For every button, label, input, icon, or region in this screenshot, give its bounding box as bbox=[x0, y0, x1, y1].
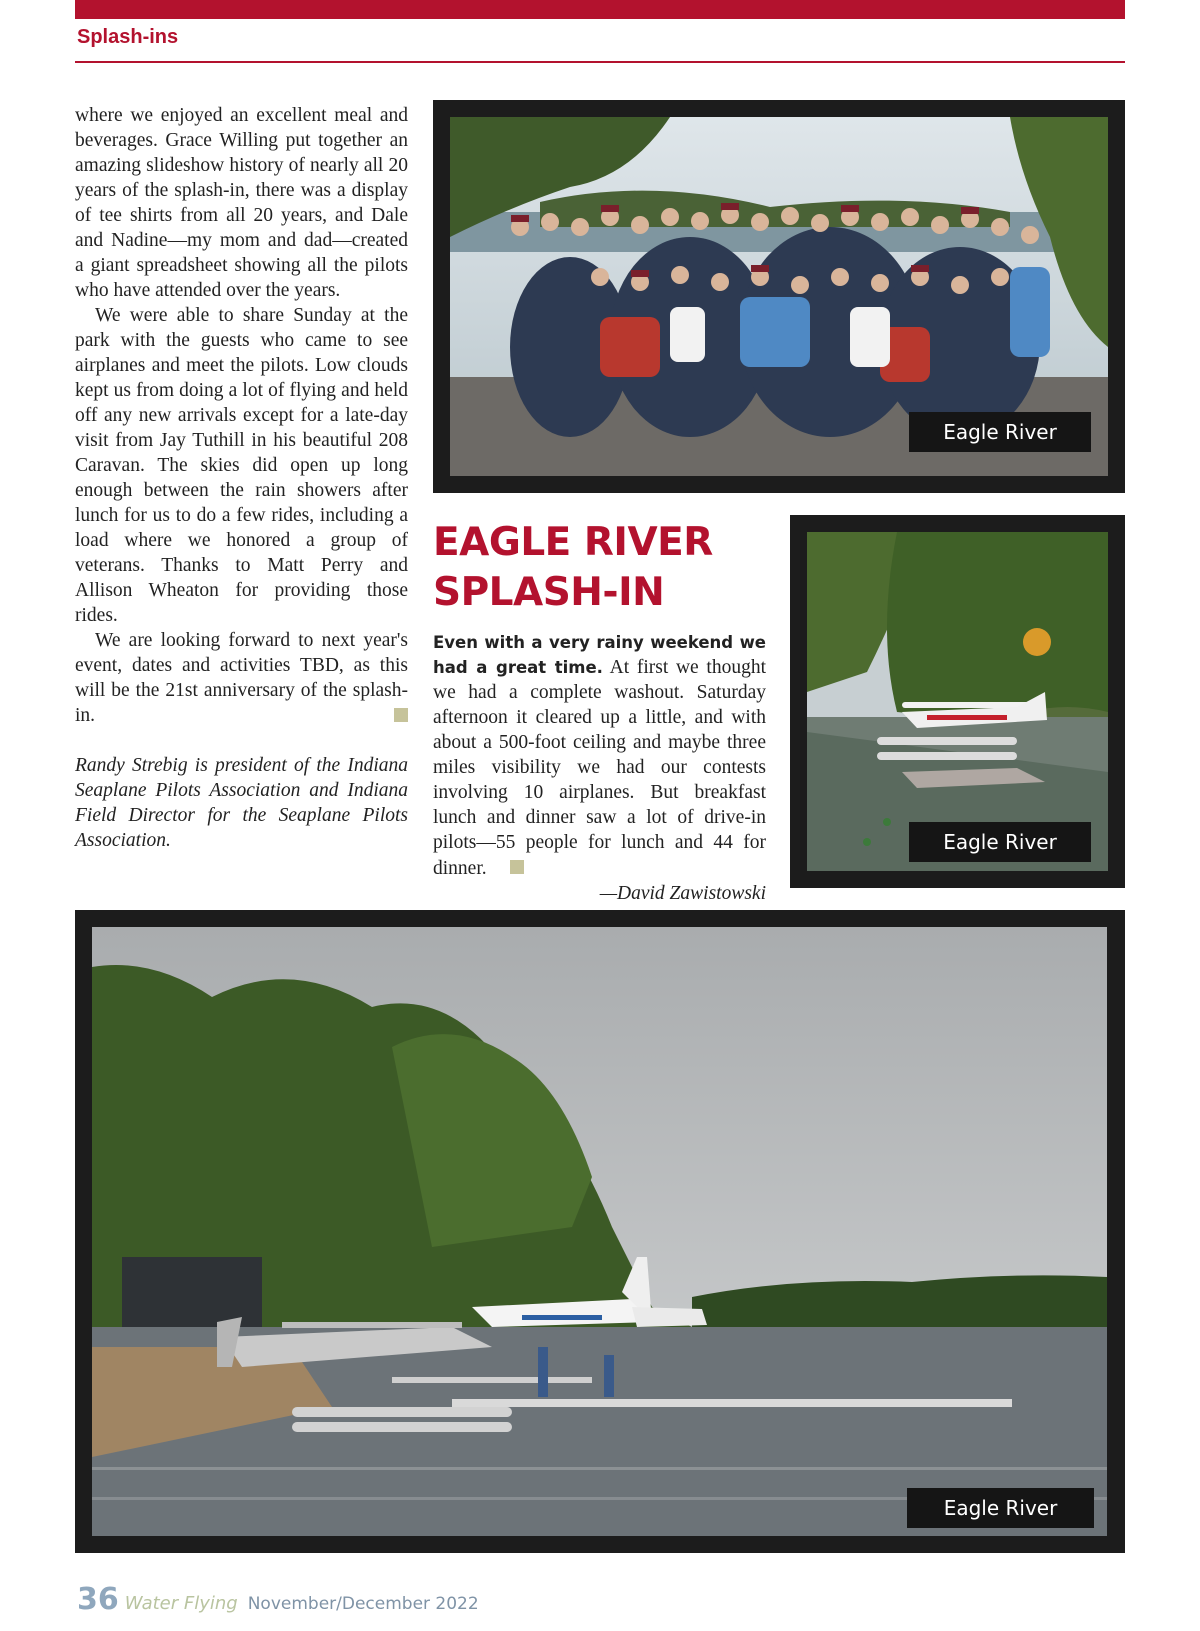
section-label: Splash-ins bbox=[77, 26, 179, 48]
issue-date: November/December 2022 bbox=[247, 1594, 479, 1614]
headline-line: SPLASH-IN bbox=[433, 570, 665, 615]
paragraph: where we enjoyed an excellent meal and beverages. Grace Willing put together an amazing slideshow history of nearly all 20 years of the splash-in, there was a display of tee shirts from all 20 years, and Dale and Nadine—my mom and dad—created a giant spreadsheet showing all the pilots who have attended over the years. bbox=[75, 105, 408, 301]
photo-caption: Eagle River bbox=[909, 822, 1091, 862]
headline-line: EAGLE RIVER bbox=[433, 520, 713, 565]
header-rule bbox=[75, 61, 1125, 63]
lead-text: Even with a very rainy weekend we had a great time. bbox=[433, 633, 766, 677]
page-number: 36 bbox=[77, 1582, 119, 1617]
end-mark-icon bbox=[394, 708, 408, 722]
paragraph: We were able to share Sunday at the park with the guests who came to see airplanes and meet the pilots. Low clouds kept us from doing a lot of flying and held off any new arrivals except for a late-day visit from Jay Tuthill in his beautiful 208 Caravan. The skies did open up long enough between the rain showers after lunch for us to do a few rides, including a load where we honored a group of veterans. Thanks to Matt Perry and Allison Wheaton for providing those rides. bbox=[75, 305, 408, 626]
paragraph-text: We are looking forward to next year's event, dates and activities TBD, as this will be the 21st anniversary of the splash-in. bbox=[75, 630, 408, 726]
body-text: At first we thought we had a complete washout. Saturday afternoon it cleared up a little, and with about a 500-foot ceiling and maybe three miles visibility we had our contests involving 10 airplanes. But breakfast lunch and dinner saw a lot of drive-in pilots—55 people for lunch and 44 for dinner. bbox=[433, 657, 766, 879]
left-column bbox=[75, 103, 408, 853]
author-bio: Randy Strebig is president of the Indiana Seaplane Pilots Association and Indiana Field Director for the Seaplane Pilots Association. bbox=[75, 755, 408, 851]
plane-photo bbox=[807, 532, 1108, 871]
photo-caption: Eagle River bbox=[909, 412, 1091, 452]
article-headline bbox=[433, 518, 753, 618]
plane-photo-frame bbox=[790, 515, 1125, 888]
dock-photo-frame bbox=[75, 910, 1125, 1553]
end-mark-icon bbox=[510, 860, 524, 874]
page-footer bbox=[77, 1582, 479, 1617]
dock-photo bbox=[92, 927, 1107, 1536]
byline: —David Zawistowski bbox=[599, 883, 766, 904]
plane-photo-image bbox=[807, 532, 1108, 871]
article-body bbox=[433, 630, 766, 906]
paragraph bbox=[75, 628, 408, 728]
group-photo-frame bbox=[433, 100, 1125, 493]
dock-photo-image bbox=[92, 927, 1107, 1536]
photo-caption: Eagle River bbox=[907, 1488, 1094, 1528]
magazine-name: Water Flying bbox=[124, 1593, 238, 1614]
article-paragraph bbox=[433, 630, 766, 881]
top-accent-bar bbox=[75, 0, 1125, 19]
